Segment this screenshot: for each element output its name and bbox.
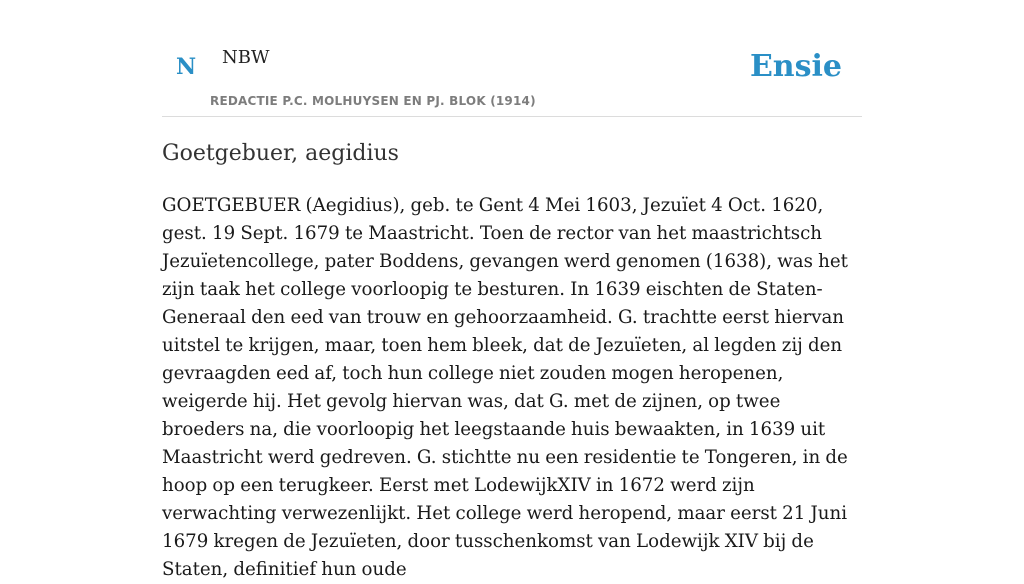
article-title: Goetgebuer, aegidius [162, 141, 399, 166]
source-subtitle: REDACTIE P.C. MOLHUYSEN EN PJ. BLOK (1914) [210, 94, 536, 108]
article-body: GOETGEBUER (Aegidius), geb. te Gent 4 Mei 1603, Jezuïet 4 Oct. 1620, gest. 19 Sept. 1679 te Maastricht. Toen de rector van het maastrichtsch Jezuïetencollege, pater Boddens, gevangen werd genomen (1638), was het zijn taak het college voorloopig te besturen. In 1639 eischten de Staten-Generaal den eed van trouw en gehoorzaamheid. G. trachtte eerst hiervan uitstel te krijgen, maar, toen hem bleek, dat de Jezuïeten, al legden zij den gevraagden eed af, toch hun college niet zouden mogen heropenen, weigerde hij. Het gevolg hiervan was, dat G. met de zijnen, op twee broeders na, die voorloopig het leegstaande huis bewaakten, in 1639 uit Maastricht werd gedreven. G. stichtte nu een residentie te Tongeren, in de hoop op een terugkeer. Eerst met LodewijkXIV in 1672 werd zijn verwachting verwezenlijkt. Het college werd heropend, maar eerst 21 Juni 1679 kregen de Jezuïeten, door tusschenkomst van Lodewijk XIV bij de Staten, definitief hun oude [162, 195, 848, 580]
site-header [162, 0, 862, 117]
page [162, 0, 862, 580]
brand-logo[interactable]: Ensie [749, 49, 842, 84]
source-logo-icon[interactable]: N [176, 54, 197, 80]
source-name[interactable]: NBW [222, 47, 270, 68]
